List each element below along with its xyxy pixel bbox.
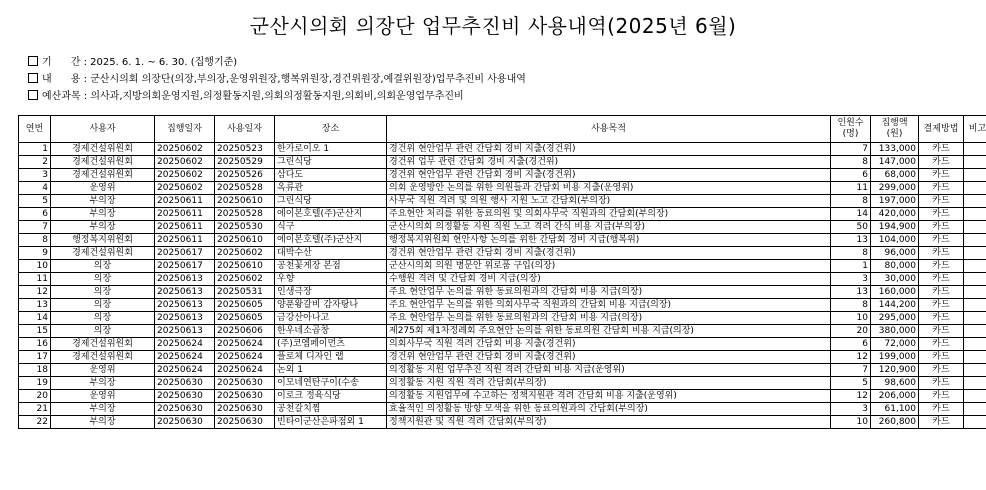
cell-place: 공천꽃게장 본점	[275, 260, 387, 273]
cell-amount: 147,000	[871, 156, 919, 169]
cell-place: 한가로이오 1	[275, 143, 387, 156]
cell-use-date: 20250610	[215, 195, 275, 208]
cell-note	[964, 208, 986, 221]
cell-exec-date: 20250611	[155, 208, 215, 221]
header-no: 연번	[19, 116, 51, 143]
header-payment: 결제방법	[919, 116, 964, 143]
table-row	[19, 312, 986, 325]
cell-no: 22	[19, 416, 51, 429]
cell-amount: 420,000	[871, 208, 919, 221]
cell-exec-date: 20250613	[155, 299, 215, 312]
cell-payment: 카드	[919, 377, 964, 390]
cell-place: 그린식당	[275, 195, 387, 208]
cell-no: 10	[19, 260, 51, 273]
cell-place: 이모네연탄구이(수송	[275, 377, 387, 390]
cell-no: 16	[19, 338, 51, 351]
cell-use-date: 20250606	[215, 325, 275, 338]
table-row	[19, 403, 986, 416]
cell-note	[964, 338, 986, 351]
checkbox-icon	[28, 90, 38, 100]
cell-note	[964, 286, 986, 299]
cell-amount: 96,000	[871, 247, 919, 260]
cell-amount: 30,000	[871, 273, 919, 286]
cell-user: 의장	[51, 260, 155, 273]
cell-note	[964, 416, 986, 429]
cell-user: 부의장	[51, 416, 155, 429]
cell-user: 운영위	[51, 364, 155, 377]
table-row	[19, 169, 986, 182]
cell-no: 2	[19, 156, 51, 169]
cell-amount: 194,900	[871, 221, 919, 234]
cell-no: 17	[19, 351, 51, 364]
cell-people: 3	[831, 273, 871, 286]
cell-use-date: 20250530	[215, 221, 275, 234]
info-content-text: 내 용 : 군산시의회 의장단(의장,부의장,운영위원장,행복위원장,경건위원장,예결위원장)업무추진비 사용내역	[42, 74, 526, 85]
cell-note	[964, 403, 986, 416]
cell-payment: 카드	[919, 156, 964, 169]
header-amount: 집행액 (원)	[871, 116, 919, 143]
cell-use-date: 20250624	[215, 338, 275, 351]
table-row	[19, 260, 986, 273]
cell-amount: 98,600	[871, 377, 919, 390]
cell-purpose: 의정활동 지원업무에 수고하는 정책지원관 격려 간담회 비용 지출(운영위)	[387, 390, 831, 403]
cell-purpose: 경건위 현안업무 관련 간담회 경비 지출(경건위)	[387, 143, 831, 156]
cell-amount: 80,000	[871, 260, 919, 273]
cell-use-date: 20250630	[215, 416, 275, 429]
table-row	[19, 247, 986, 260]
cell-payment: 카드	[919, 338, 964, 351]
cell-payment: 카드	[919, 416, 964, 429]
cell-place: (주)코엠페이먼츠	[275, 338, 387, 351]
checkbox-icon	[28, 56, 38, 66]
header-user: 사용자	[51, 116, 155, 143]
cell-amount: 199,000	[871, 351, 919, 364]
cell-use-date: 20250610	[215, 234, 275, 247]
cell-payment: 카드	[919, 182, 964, 195]
cell-no: 3	[19, 169, 51, 182]
expense-table	[18, 115, 986, 429]
cell-place: 논외 1	[275, 364, 387, 377]
cell-people: 6	[831, 169, 871, 182]
table-row	[19, 234, 986, 247]
cell-note	[964, 299, 986, 312]
cell-use-date: 20250602	[215, 273, 275, 286]
cell-note	[964, 234, 986, 247]
cell-user: 의장	[51, 325, 155, 338]
cell-amount: 295,000	[871, 312, 919, 325]
cell-amount: 68,000	[871, 169, 919, 182]
cell-people: 12	[831, 351, 871, 364]
cell-no: 5	[19, 195, 51, 208]
cell-amount: 197,000	[871, 195, 919, 208]
cell-use-date: 20250624	[215, 351, 275, 364]
header-use-date: 사용일자	[215, 116, 275, 143]
cell-payment: 카드	[919, 286, 964, 299]
cell-note	[964, 260, 986, 273]
cell-place: 식구	[275, 221, 387, 234]
table-row	[19, 364, 986, 377]
cell-purpose: 경건위 현안업무 관련 간담회 경비 지출(경건위)	[387, 247, 831, 260]
cell-user: 경제건설위원회	[51, 338, 155, 351]
cell-amount: 144,200	[871, 299, 919, 312]
cell-note	[964, 325, 986, 338]
cell-place: 인생극장	[275, 286, 387, 299]
info-period	[28, 56, 237, 69]
cell-user: 의장	[51, 273, 155, 286]
cell-people: 8	[831, 156, 871, 169]
cell-exec-date: 20250611	[155, 234, 215, 247]
cell-people: 10	[831, 312, 871, 325]
cell-place: 에이본호텔(주)군산지	[275, 208, 387, 221]
cell-purpose: 수행원 격려 및 간담회 경비 지급(의장)	[387, 273, 831, 286]
cell-exec-date: 20250624	[155, 364, 215, 377]
cell-place: 플로체 디자인 랩	[275, 351, 387, 364]
header-purpose: 사용목적	[387, 116, 831, 143]
table-row	[19, 390, 986, 403]
cell-note	[964, 182, 986, 195]
cell-exec-date: 20250613	[155, 325, 215, 338]
document-title: 군산시의회 의장단 업무추진비 사용내역(2025년 6월)	[249, 14, 737, 38]
cell-exec-date: 20250617	[155, 260, 215, 273]
cell-user: 의장	[51, 286, 155, 299]
cell-use-date: 20250529	[215, 156, 275, 169]
header-note: 비고	[964, 116, 986, 143]
cell-people: 13	[831, 234, 871, 247]
cell-amount: 133,000	[871, 143, 919, 156]
cell-note	[964, 143, 986, 156]
cell-user: 경제건설위원회	[51, 351, 155, 364]
cell-payment: 카드	[919, 299, 964, 312]
cell-people: 7	[831, 143, 871, 156]
cell-place: 대박수산	[275, 247, 387, 260]
cell-payment: 카드	[919, 390, 964, 403]
table-row	[19, 286, 986, 299]
table-row	[19, 156, 986, 169]
cell-user: 경제건설위원회	[51, 143, 155, 156]
cell-place: 공천갈치찜	[275, 403, 387, 416]
cell-purpose: 경건위 현안업무 관련 간담회 경비 지출(경건위)	[387, 351, 831, 364]
table-row	[19, 351, 986, 364]
cell-use-date: 20250605	[215, 312, 275, 325]
cell-people: 8	[831, 299, 871, 312]
cell-use-date: 20250528	[215, 182, 275, 195]
cell-no: 21	[19, 403, 51, 416]
cell-no: 7	[19, 221, 51, 234]
cell-place: 우향	[275, 273, 387, 286]
cell-payment: 카드	[919, 208, 964, 221]
cell-no: 9	[19, 247, 51, 260]
cell-exec-date: 20250613	[155, 286, 215, 299]
cell-exec-date: 20250624	[155, 338, 215, 351]
table-row	[19, 338, 986, 351]
info-budget	[28, 90, 464, 103]
cell-exec-date: 20250611	[155, 221, 215, 234]
cell-place: 삼다도	[275, 169, 387, 182]
header-people: 인원수 (명)	[831, 116, 871, 143]
checkbox-icon	[28, 73, 38, 83]
cell-exec-date: 20250613	[155, 312, 215, 325]
cell-note	[964, 273, 986, 286]
cell-people: 11	[831, 182, 871, 195]
cell-people: 6	[831, 338, 871, 351]
cell-place: 양푼왕갈비 감자탕나	[275, 299, 387, 312]
cell-no: 15	[19, 325, 51, 338]
cell-exec-date: 20250630	[155, 377, 215, 390]
cell-purpose: 군산시의회 의원 병문안 위로품 구입(의장)	[387, 260, 831, 273]
cell-no: 18	[19, 364, 51, 377]
cell-people: 1	[831, 260, 871, 273]
table-row	[19, 325, 986, 338]
cell-amount: 260,800	[871, 416, 919, 429]
cell-purpose: 정책지원관 및 직원 격려 간담회(부의장)	[387, 416, 831, 429]
cell-people: 7	[831, 364, 871, 377]
cell-purpose: 제275회 제1차정례회 주요현안 논의를 위한 동료의원 간담회 비용 지급(의장)	[387, 325, 831, 338]
cell-amount: 72,000	[871, 338, 919, 351]
cell-place: 옥류관	[275, 182, 387, 195]
cell-exec-date: 20250611	[155, 195, 215, 208]
cell-no: 4	[19, 182, 51, 195]
cell-use-date: 20250630	[215, 403, 275, 416]
header-place: 장소	[275, 116, 387, 143]
table-row	[19, 377, 986, 390]
cell-exec-date: 20250630	[155, 403, 215, 416]
info-budget-text: 예산과목 : 의사과,지방의회운영지원,의정활동지원,의회의정활동지원,의회비,의회운영업무추진비	[42, 91, 464, 102]
cell-no: 8	[19, 234, 51, 247]
cell-purpose: 의회사무국 직원 격려 간담회 비용 지출(경건위)	[387, 338, 831, 351]
cell-note	[964, 390, 986, 403]
cell-people: 20	[831, 325, 871, 338]
cell-user: 운영위	[51, 182, 155, 195]
table-row	[19, 208, 986, 221]
cell-no: 20	[19, 390, 51, 403]
cell-payment: 카드	[919, 247, 964, 260]
cell-user: 의장	[51, 312, 155, 325]
cell-place: 금강산아나고	[275, 312, 387, 325]
cell-amount: 104,000	[871, 234, 919, 247]
cell-payment: 카드	[919, 143, 964, 156]
table-row	[19, 221, 986, 234]
table-header-row	[19, 116, 986, 143]
cell-user: 행정복지위원회	[51, 234, 155, 247]
cell-purpose: 의정활동 지원 직원 격려 간담회(부의장)	[387, 377, 831, 390]
cell-payment: 카드	[919, 364, 964, 377]
cell-amount: 160,000	[871, 286, 919, 299]
cell-people: 12	[831, 390, 871, 403]
cell-no: 14	[19, 312, 51, 325]
cell-exec-date: 20250613	[155, 273, 215, 286]
cell-note	[964, 351, 986, 364]
cell-purpose: 주요현안 처리를 위한 동료의원 및 의회사무국 직원과의 간담회(부의장)	[387, 208, 831, 221]
cell-note	[964, 195, 986, 208]
cell-use-date: 20250610	[215, 260, 275, 273]
cell-place: 에이본호텔(주)군산지	[275, 234, 387, 247]
info-period-text: 기 간 : 2025. 6. 1. ~ 6. 30. (집행기준)	[42, 57, 238, 68]
info-content	[28, 73, 526, 86]
table-row	[19, 143, 986, 156]
cell-user: 경제건설위원회	[51, 169, 155, 182]
cell-use-date: 20250630	[215, 390, 275, 403]
cell-place: 이로크 정육식당	[275, 390, 387, 403]
cell-note	[964, 169, 986, 182]
cell-payment: 카드	[919, 325, 964, 338]
cell-payment: 카드	[919, 169, 964, 182]
cell-payment: 카드	[919, 312, 964, 325]
cell-people: 8	[831, 247, 871, 260]
cell-amount: 61,100	[871, 403, 919, 416]
cell-user: 경제건설위원회	[51, 247, 155, 260]
cell-note	[964, 221, 986, 234]
cell-exec-date: 20250602	[155, 143, 215, 156]
cell-people: 14	[831, 208, 871, 221]
cell-payment: 카드	[919, 195, 964, 208]
cell-note	[964, 247, 986, 260]
cell-exec-date: 20250617	[155, 247, 215, 260]
cell-user: 부의장	[51, 195, 155, 208]
table-row	[19, 273, 986, 286]
cell-place: 빈타이군산은파점외 1	[275, 416, 387, 429]
cell-amount: 120,900	[871, 364, 919, 377]
cell-purpose: 사무국 직원 격려 및 의원 행사 지원 노고 간담회(부의장)	[387, 195, 831, 208]
cell-purpose: 주요 현안업무 논의를 위한 의회사무국 직원과의 간담회 비용 지급(의장)	[387, 299, 831, 312]
cell-payment: 카드	[919, 351, 964, 364]
table-row	[19, 195, 986, 208]
cell-note	[964, 156, 986, 169]
cell-no: 13	[19, 299, 51, 312]
cell-no: 6	[19, 208, 51, 221]
cell-purpose: 의회 운영방안 논의를 위한 의원들과 간담회 비용 지출(운영위)	[387, 182, 831, 195]
cell-exec-date: 20250630	[155, 390, 215, 403]
cell-place: 한우네소곱창	[275, 325, 387, 338]
cell-payment: 카드	[919, 260, 964, 273]
cell-purpose: 경건위 업무 관련 간담회 경비 지출(경건위)	[387, 156, 831, 169]
cell-no: 1	[19, 143, 51, 156]
cell-exec-date: 20250630	[155, 416, 215, 429]
cell-exec-date: 20250602	[155, 182, 215, 195]
cell-people: 50	[831, 221, 871, 234]
cell-people: 3	[831, 403, 871, 416]
cell-user: 경제건설위원회	[51, 156, 155, 169]
cell-user: 부의장	[51, 221, 155, 234]
cell-payment: 카드	[919, 221, 964, 234]
cell-note	[964, 364, 986, 377]
header-exec-date: 집행일자	[155, 116, 215, 143]
cell-people: 10	[831, 416, 871, 429]
cell-no: 11	[19, 273, 51, 286]
cell-exec-date: 20250602	[155, 169, 215, 182]
cell-amount: 380,000	[871, 325, 919, 338]
cell-purpose: 경건위 현안업무 관련 간담회 경비 지출(경건위)	[387, 169, 831, 182]
cell-use-date: 20250523	[215, 143, 275, 156]
cell-exec-date: 20250624	[155, 351, 215, 364]
cell-purpose: 군산시의회 의정활동 지원 직원 노고 격려 간식 비용 지급(부의장)	[387, 221, 831, 234]
cell-use-date: 20250605	[215, 299, 275, 312]
cell-place: 그린식당	[275, 156, 387, 169]
table-row	[19, 182, 986, 195]
cell-user: 부의장	[51, 377, 155, 390]
cell-people: 8	[831, 195, 871, 208]
cell-purpose: 의정활동 지원 업무추진 직원 격려 간담회 비용 지급(운영위)	[387, 364, 831, 377]
cell-purpose: 주요 현안업무 논의를 위한 동료의원과의 간담회 비용 지급(의장)	[387, 286, 831, 299]
cell-purpose: 행정복지위원회 현안사항 논의를 위한 간담회 경비 지급(행복위)	[387, 234, 831, 247]
cell-no: 12	[19, 286, 51, 299]
cell-user: 운영위	[51, 390, 155, 403]
cell-amount: 299,000	[871, 182, 919, 195]
cell-use-date: 20250624	[215, 364, 275, 377]
cell-amount: 206,000	[871, 390, 919, 403]
cell-payment: 카드	[919, 273, 964, 286]
cell-use-date: 20250526	[215, 169, 275, 182]
cell-people: 5	[831, 377, 871, 390]
cell-people: 13	[831, 286, 871, 299]
cell-use-date: 20250602	[215, 247, 275, 260]
table-row	[19, 299, 986, 312]
cell-purpose: 주요 현안업무 논의를 위한 동료의원과의 간담회 비용 지급(의장)	[387, 312, 831, 325]
cell-exec-date: 20250602	[155, 156, 215, 169]
cell-payment: 카드	[919, 403, 964, 416]
cell-no: 19	[19, 377, 51, 390]
cell-note	[964, 377, 986, 390]
cell-purpose: 효율적인 의정활동 방향 모색을 위한 동료의원과의 간담회(부의장)	[387, 403, 831, 416]
cell-payment: 카드	[919, 234, 964, 247]
table-body	[19, 143, 986, 429]
cell-use-date: 20250531	[215, 286, 275, 299]
cell-user: 의장	[51, 299, 155, 312]
cell-use-date: 20250630	[215, 377, 275, 390]
table-row	[19, 416, 986, 429]
cell-use-date: 20250528	[215, 208, 275, 221]
cell-note	[964, 312, 986, 325]
cell-user: 부의장	[51, 403, 155, 416]
cell-user: 부의장	[51, 208, 155, 221]
